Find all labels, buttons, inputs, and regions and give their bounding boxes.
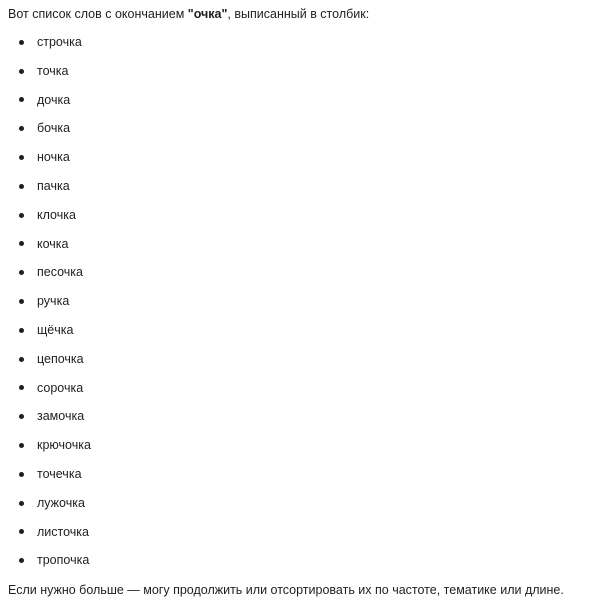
bullet-icon bbox=[19, 501, 24, 506]
bullet-icon bbox=[19, 126, 24, 131]
list-item-text: бочка bbox=[37, 121, 71, 136]
list-item bbox=[8, 489, 593, 518]
bullet-icon bbox=[19, 155, 24, 160]
list-item bbox=[8, 143, 593, 172]
list-item-text: сорочка bbox=[37, 380, 84, 395]
bullet-icon bbox=[19, 69, 24, 74]
list-item bbox=[8, 28, 593, 57]
list-item-text: строчка bbox=[37, 35, 82, 49]
list-item-text: щёчка bbox=[37, 322, 74, 337]
outro-text: Если нужно больше — могу продолжить или отсортировать их по частоте, тематике или длине. bbox=[8, 583, 564, 598]
list-item-text: ночка bbox=[37, 150, 70, 165]
bullet-icon bbox=[19, 529, 24, 534]
intro-prefix: Вот список слов с окончанием bbox=[8, 7, 188, 21]
list-item-text: пачка bbox=[37, 178, 70, 193]
list-item-text: замочка bbox=[37, 409, 85, 424]
list-item bbox=[8, 287, 593, 316]
bullet-icon bbox=[19, 184, 24, 189]
list-item bbox=[8, 402, 593, 431]
list-item-text: точечка bbox=[37, 466, 82, 481]
word-list bbox=[8, 28, 593, 575]
list-item bbox=[8, 114, 593, 143]
list-item-text: клочка bbox=[37, 207, 76, 222]
bullet-icon bbox=[19, 558, 24, 563]
list-item-text: кочка bbox=[37, 236, 69, 251]
list-item bbox=[8, 345, 593, 374]
bullet-icon bbox=[19, 299, 24, 304]
list-item bbox=[8, 431, 593, 460]
list-item-text: цепочка bbox=[37, 351, 84, 366]
list-item bbox=[8, 316, 593, 345]
list-item bbox=[8, 230, 593, 259]
list-item bbox=[8, 374, 593, 403]
list-item-text: крючочка bbox=[37, 438, 91, 453]
bullet-icon bbox=[19, 443, 24, 448]
list-item-text: тропочка bbox=[37, 553, 90, 568]
intro-bold-suffix: "очка" bbox=[187, 7, 228, 21]
bullet-icon bbox=[19, 97, 24, 102]
bullet-icon bbox=[19, 385, 24, 390]
list-item bbox=[8, 546, 593, 575]
list-item-text: листочка bbox=[37, 524, 89, 539]
list-item-text: точка bbox=[37, 63, 69, 78]
intro-suffix: , выписанный в столбик: bbox=[227, 7, 370, 21]
bullet-icon bbox=[19, 241, 24, 246]
list-item bbox=[8, 201, 593, 230]
list-item-text: дочка bbox=[37, 92, 71, 107]
list-item bbox=[8, 460, 593, 489]
list-item bbox=[8, 172, 593, 201]
list-item bbox=[8, 518, 593, 547]
list-item bbox=[8, 86, 593, 115]
list-item-text: песочка bbox=[37, 265, 83, 280]
bullet-icon bbox=[19, 357, 24, 362]
bullet-icon bbox=[19, 270, 24, 275]
bullet-icon bbox=[19, 213, 24, 218]
list-item-text: лужочка bbox=[37, 495, 85, 510]
list-item bbox=[8, 57, 593, 86]
bullet-icon bbox=[19, 328, 24, 333]
bullet-icon bbox=[19, 40, 24, 45]
list-item bbox=[8, 258, 593, 287]
bullet-icon bbox=[19, 472, 24, 477]
intro-text bbox=[8, 0, 593, 28]
list-item-text: ручка bbox=[37, 294, 70, 309]
assistant-message bbox=[8, 0, 593, 599]
bullet-icon bbox=[19, 414, 24, 419]
